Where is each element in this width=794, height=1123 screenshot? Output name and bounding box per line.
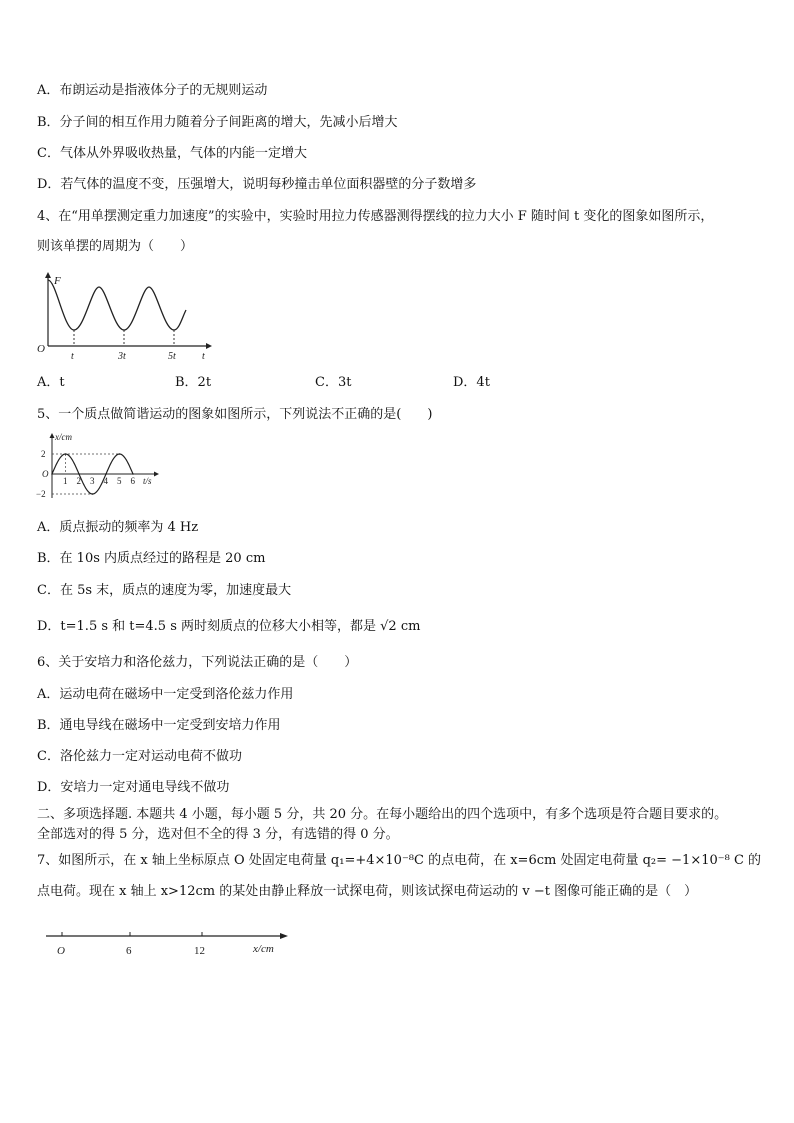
q5-data-point bbox=[132, 473, 134, 475]
q5-data-point bbox=[119, 453, 121, 455]
q5-x-tick-label: 1 bbox=[63, 476, 68, 486]
q5-option-a: A．质点振动的频率为 4 Hz bbox=[37, 520, 199, 535]
q6-option-c: C．洛伦兹力一定对运动电荷不做功 bbox=[37, 749, 242, 764]
q4-option-c: C．3t bbox=[315, 375, 352, 390]
q4-origin-label: O bbox=[37, 343, 45, 355]
q4-tick-t: t bbox=[71, 351, 74, 362]
q5-x-arrow bbox=[154, 472, 159, 477]
q5-data-point bbox=[92, 493, 94, 495]
q7-axis-arrow bbox=[280, 933, 288, 939]
q5-data-point bbox=[105, 473, 107, 475]
q7-label-6: 6 bbox=[126, 945, 132, 957]
q3-option-b: B．分子间的相互作用力随着分子间距离的增大，先减小后增大 bbox=[37, 115, 398, 130]
q3-option-c: C．气体从外界吸收热量，气体的内能一定增大 bbox=[37, 146, 307, 161]
q4-y-label: F bbox=[54, 275, 61, 287]
q4-stem-line1: 4、在“用单摆测定重力加速度”的实验中，实验时用拉力传感器测得摆线的拉力大小 F 随时间 t 变化的图象如图所示， bbox=[37, 209, 714, 224]
q5-y-tick-label: O bbox=[42, 469, 49, 479]
q5-y-axis-label: x/cm bbox=[55, 432, 72, 442]
q4-x-label: t bbox=[202, 351, 205, 362]
section2-line1: 二、多项选择题. 本题共 4 小题，每小题 5 分，共 20 分。在每小题给出的四个选项中，有多个选项是符合题目要求的。 bbox=[37, 807, 728, 822]
q5-option-d: D．t=1.5 s 和 t=4.5 s 两时刻质点的位移大小相等，都是 √2 cm bbox=[37, 619, 421, 634]
q7-unit-label: x/cm bbox=[253, 943, 274, 955]
q5-shm-graph bbox=[34, 430, 164, 502]
q3-option-d: D．若气体的温度不变，压强增大，说明每秒撞击单位面积器壁的分子数增多 bbox=[37, 177, 477, 192]
q5-x-tick-label: 6 bbox=[130, 476, 135, 486]
q4-x-arrow bbox=[206, 343, 212, 349]
q4-force-curve bbox=[48, 280, 186, 330]
q5-y-tick-label: 2 bbox=[41, 449, 46, 459]
q6-stem: 6、关于安培力和洛伦兹力，下列说法正确的是（ ） bbox=[37, 655, 358, 670]
q5-data-point bbox=[51, 473, 53, 475]
q6-option-d: D．安培力一定对通电导线不做功 bbox=[37, 780, 230, 795]
q5-option-c: C．在 5s 末，质点的速度为零，加速度最大 bbox=[37, 583, 292, 598]
q4-y-arrow bbox=[45, 272, 51, 278]
q5-x-tick-label: 4 bbox=[103, 476, 108, 486]
q5-stem: 5、一个质点做简谐运动的图象如图所示，下列说法不正确的是( ) bbox=[37, 407, 433, 422]
q4-force-time-graph bbox=[34, 270, 214, 362]
q5-data-point bbox=[65, 453, 67, 455]
q7-label-12: 12 bbox=[194, 945, 205, 957]
q7-stem-line2: 点电荷。现在 x 轴上 x>12cm 的某处由静止释放一试探电荷，则该试探电荷运动的 v −t 图像可能正确的是（ ） bbox=[37, 884, 698, 899]
q6-option-a: A．运动电荷在磁场中一定受到洛伦兹力作用 bbox=[37, 687, 294, 702]
q7-stem-line1: 7、如图所示，在 x 轴上坐标原点 O 处固定电荷量 q₁=+4×10⁻⁸C 的点电荷，在 x=6cm 处固定电荷量 q₂= −1×10⁻⁸ C 的 bbox=[37, 853, 762, 868]
q5-x-tick-label: 2 bbox=[76, 476, 81, 486]
q5-y-tick-label: −2 bbox=[36, 489, 46, 499]
q5-y-arrow bbox=[50, 433, 55, 438]
q4-option-b: B．2t bbox=[175, 375, 212, 390]
q4-option-a: A．t bbox=[37, 375, 65, 390]
section2-line2: 全部选对的得 5 分，选对但不全的得 3 分，有选错的得 0 分。 bbox=[37, 827, 399, 842]
q5-data-point bbox=[78, 473, 80, 475]
q4-tick-5t: 5t bbox=[168, 351, 176, 362]
q5-x-axis-label: t/s bbox=[143, 476, 152, 486]
q3-option-a: A．布朗运动是指液体分子的无规则运动 bbox=[37, 83, 268, 98]
q7-x-axis-diagram bbox=[40, 926, 290, 962]
q7-label-o: O bbox=[57, 945, 65, 957]
q5-x-tick-label: 5 bbox=[117, 476, 122, 486]
q5-x-tick-label: 3 bbox=[90, 476, 95, 486]
q5-option-b: B．在 10s 内质点经过的路程是 20 cm bbox=[37, 551, 266, 566]
q4-tick-3t: 3t bbox=[118, 351, 126, 362]
q4-option-d: D．4t bbox=[453, 375, 490, 390]
q4-stem-line2: 则该单摆的周期为（ ） bbox=[37, 239, 194, 254]
q4-options bbox=[37, 374, 737, 392]
q6-option-b: B．通电导线在磁场中一定受到安培力作用 bbox=[37, 718, 281, 733]
